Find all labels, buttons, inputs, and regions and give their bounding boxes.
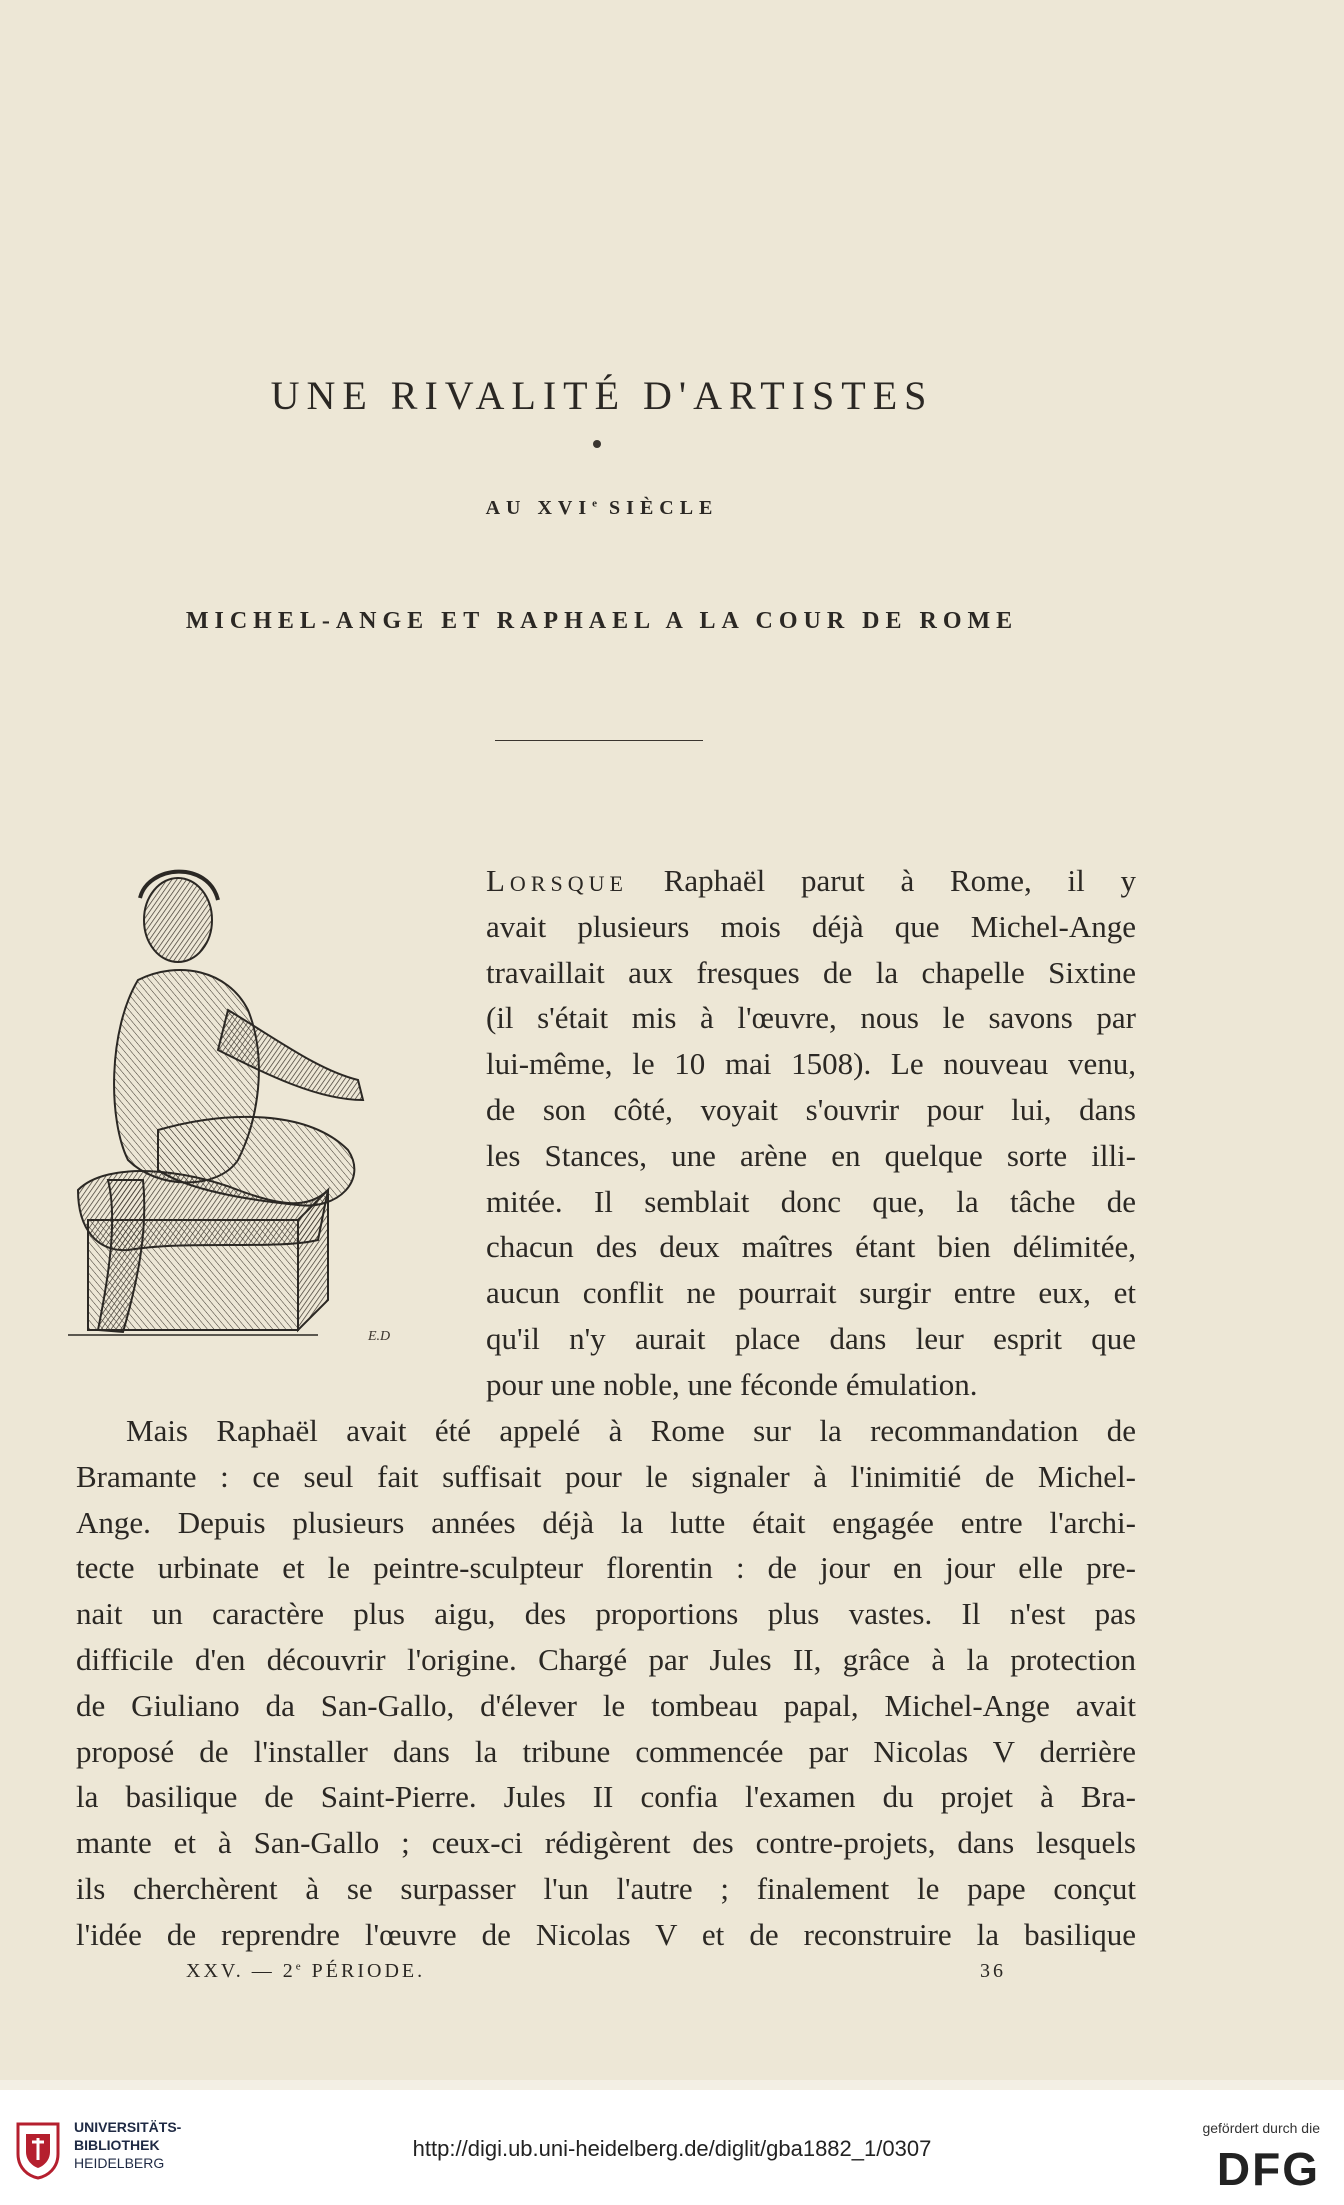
article-subheading: MICHEL-ANGE ET RAPHAEL A LA COUR DE ROME (185, 608, 1019, 634)
library-banner (0, 2090, 1344, 2205)
paragraph-line: chacun des deux maîtres étant bien délimitée, (486, 1229, 1136, 1265)
paragraph-line: mitée. Il semblait donc que, la tâche de (486, 1183, 1136, 1219)
uni-line-3: HEIDELBERG (74, 2155, 165, 2171)
paragraph-line: mante et à San-Gallo ; ceux-ci rédigèrent des contre-projets, dans lesquels (76, 1825, 1136, 1861)
paragraph-line: travaillait aux fresques de la chapelle Sixtine (486, 954, 1136, 990)
engraving-figure-illustration (68, 860, 468, 1380)
paragraph-line: proposé de l'installer dans la tribune commencée par Nicolas V derrière (76, 1733, 1136, 1769)
paragraph-line: tecte urbinate et le peintre-sculpteur florentin : de jour en jour elle pre- (76, 1550, 1136, 1586)
paragraph-line: qu'il n'y aurait place dans leur esprit que (486, 1320, 1136, 1356)
paragraph-line: (il s'était mis à l'œuvre, nous le savons par (486, 1000, 1136, 1036)
paragraph-line: Mais Raphaël avait été appelé à Rome sur la recommandation de (126, 1413, 1136, 1448)
engraving-signature: E.D (368, 1329, 391, 1344)
article-title: UNE RIVALITÉ D'ARTISTES (270, 373, 934, 418)
paragraph-lead-word: Lorsque (486, 863, 628, 898)
uni-line-2: BIBLIOTHEK (74, 2137, 160, 2153)
paragraph-line: ils cherchèrent à se surpasser l'un l'autre ; finalement le pape conçut (76, 1870, 1136, 1906)
paragraph-line: de Giuliano da San-Gallo, d'élever le tombeau papal, Michel-Ange avait (76, 1687, 1136, 1723)
subtitle-sup: e (592, 497, 599, 510)
footer-issue (186, 1960, 425, 1983)
ornament-dot (593, 440, 601, 448)
paragraph-line: avait plusieurs mois déjà que Michel-Ange (486, 908, 1136, 944)
paragraph-line (486, 858, 1136, 904)
uni-line-1: UNIVERSITÄTS- (74, 2119, 182, 2135)
footer-issue-main: XXV. — 2 (186, 1960, 296, 1982)
paragraph-1 (486, 858, 1136, 1408)
funded-by-label: gefördert durch die (1202, 2120, 1320, 2136)
paragraph-line: nait un caractère plus aigu, des proportions plus vastes. Il n'est pas (76, 1596, 1136, 1632)
paragraph-line: de son côté, voyait s'ouvrir pour lui, dans (486, 1091, 1136, 1127)
subtitle-main: AU XVI (485, 497, 593, 519)
article-subtitle (0, 497, 1204, 520)
paragraph-line: l'idée de reprendre l'œuvre de Nicolas V et de reconstruire la basilique (76, 1916, 1136, 1952)
footer-issue-sup: e (295, 1960, 304, 1973)
subtitle-rest: SIÈCLE (598, 497, 719, 519)
title-rule (495, 740, 703, 741)
paragraph-line-text: Raphaël parut à Rome, il y (627, 863, 1136, 898)
paragraph-line: Ange. Depuis plusieurs années déjà la lutte était engagée entre l'archi- (76, 1504, 1136, 1540)
paragraph-line: aucun conflit ne pourrait surgir entre eux, et (486, 1275, 1136, 1311)
page-number: 36 (980, 1960, 1006, 1982)
paragraph-line: les Stances, une arène en quelque sorte illi- (486, 1137, 1136, 1173)
paragraph-line: la basilique de Saint-Pierre. Jules II confia l'examen du projet à Bra- (76, 1779, 1136, 1815)
paragraph-line: Bramante : ce seul fait suffisait pour le signaler à l'inimitié de Michel- (76, 1458, 1136, 1494)
paragraph-line: pour une noble, une féconde émulation. (486, 1366, 978, 1402)
dfg-logo[interactable]: DFG (1216, 2143, 1320, 2195)
source-url-link[interactable]: http://digi.ub.uni-heidelberg.de/diglit/gba1882_1/0307 (412, 2136, 932, 2161)
paragraph-line: lui-même, le 10 mai 1508). Le nouveau venu, (486, 1046, 1136, 1082)
footer-issue-rest: PÉRIODE. (303, 1960, 426, 1982)
paragraph-line: difficile d'en découvrir l'origine. Chargé par Jules II, grâce à la protection (76, 1641, 1136, 1677)
paragraph-2 (76, 1408, 1136, 1958)
